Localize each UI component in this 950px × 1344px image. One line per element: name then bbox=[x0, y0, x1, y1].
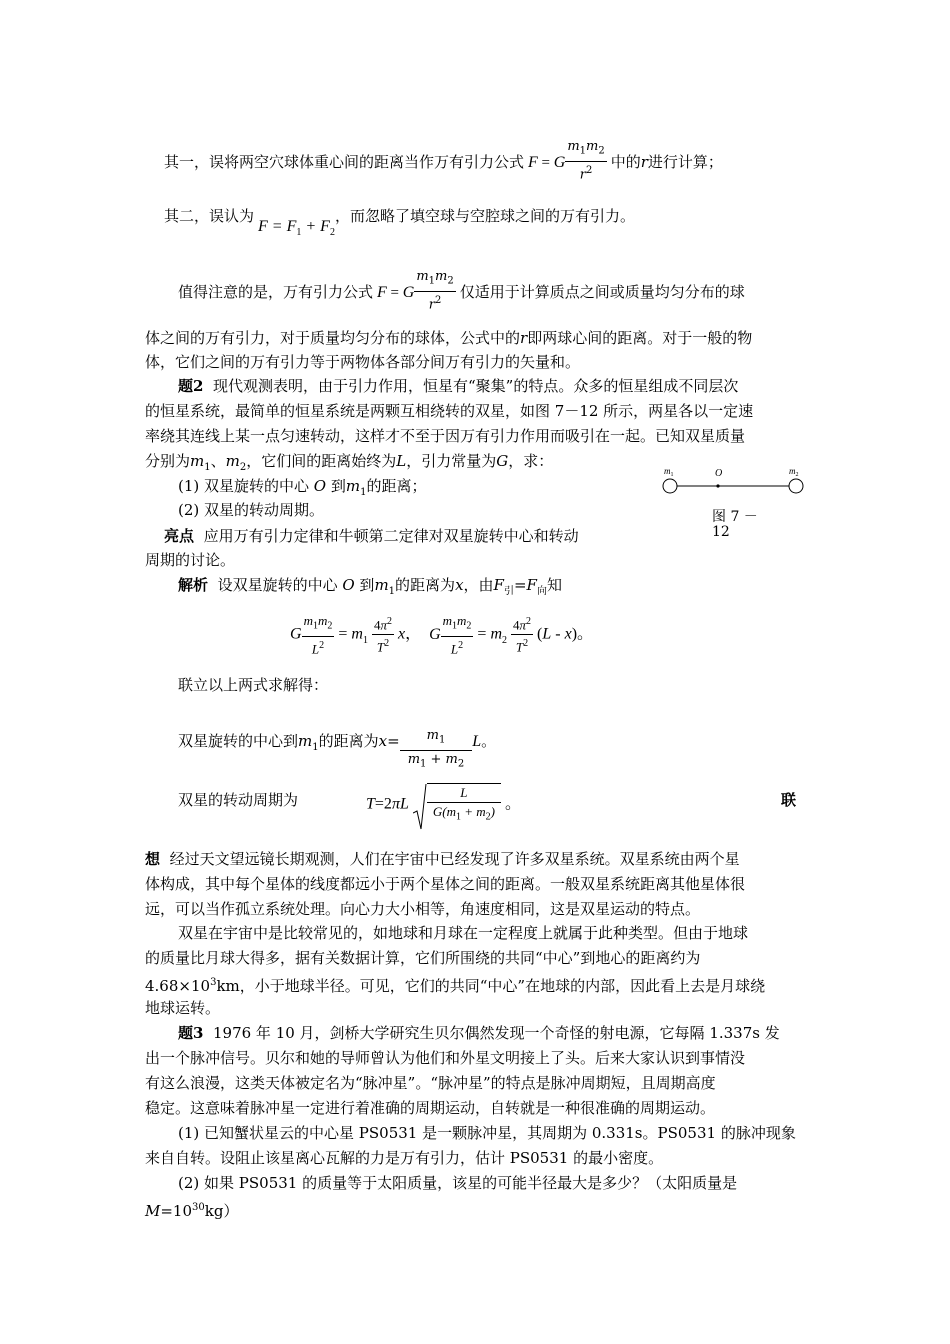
question-3-part-2-line-2 bbox=[145, 1197, 238, 1222]
association-label-a: 联 bbox=[781, 791, 797, 809]
text-span: 到 bbox=[359, 576, 375, 594]
text-span: 双星旋转的中心到 bbox=[178, 732, 299, 751]
text-span: 体之间的万有引力，对于质量均匀分布的球体，公式中的 bbox=[145, 329, 521, 347]
text-span: ，它们间的距离始终为 bbox=[246, 452, 397, 470]
text-span: ，求： bbox=[508, 452, 554, 470]
question-3-line-1 bbox=[178, 1022, 780, 1044]
sqrt-sign bbox=[413, 783, 427, 831]
text-span: 来自自转。设阻止该星离心瓦解的力是万有引力，估计 PS0531 的最小密度。 bbox=[145, 1149, 664, 1167]
text-span: 仅适用于计算质点之间或质量均匀分布的球 bbox=[459, 282, 745, 301]
text-span: (1) 双星旋转的中心 bbox=[178, 477, 310, 495]
paragraph-2-line-1 bbox=[178, 922, 748, 944]
text-span: 地球运转。 bbox=[145, 999, 221, 1017]
text-span: 知 bbox=[546, 576, 562, 594]
label-o: O bbox=[715, 468, 723, 479]
question-2-line-4: 分别为$m_1$、$m_2$，它们间的距离始终为L，引力常量为G，求： bbox=[145, 452, 554, 473]
question-3-part-1-line-2 bbox=[145, 1147, 663, 1169]
question-2-line-3 bbox=[145, 425, 745, 447]
text-span: 其一，误将两空穴球体重心间的距离当作万有引力公式 bbox=[164, 152, 525, 171]
question-3-part-1-line-1 bbox=[178, 1122, 796, 1144]
text-line-5 bbox=[145, 351, 580, 373]
text-span: =10 bbox=[160, 1202, 193, 1220]
solve-line bbox=[178, 674, 328, 696]
star-m2-circle bbox=[789, 479, 803, 493]
binary-star-figure bbox=[660, 464, 810, 544]
question-2-part-1: (1) 双星旋转的中心 O 到$m_1$的距离； bbox=[178, 477, 427, 498]
center-point-o bbox=[716, 484, 719, 487]
highlight-line-1 bbox=[164, 525, 579, 547]
text-span: 的质量比月球大得多，据有关数据计算，它们所围绕的共同“中心”到地心的距离约为 bbox=[145, 949, 701, 967]
text-span: 的距离为 bbox=[395, 576, 456, 594]
question-2-line-1 bbox=[178, 375, 738, 397]
text-span: 即两球心间的距离。对于一般的物 bbox=[527, 329, 753, 347]
text-span: 进行计算； bbox=[647, 152, 723, 171]
text-span: 的恒星系统，最简单的恒星系统是两颗互相绕转的双星，如图 7－12 所示，两星各以一定速 bbox=[145, 402, 754, 420]
paragraph-2-line-3 bbox=[145, 972, 765, 997]
result-2-line bbox=[178, 789, 298, 811]
analysis-label: 解析 bbox=[178, 576, 209, 594]
text-span: 远，可以当作孤立系统处理。向心力大小相等，角速度相同，这是双星运动的特点。 bbox=[145, 900, 701, 918]
text-span: r bbox=[520, 329, 528, 347]
text-span: km，小于地球半径。可见，它们的共同“中心”在地球的内部，因此看上去是月球绕 bbox=[216, 977, 766, 995]
analysis-line-1: 解析 设双星旋转的中心 O 到$m_1$的距离为x，由$F_引=F_向$知 bbox=[178, 576, 562, 597]
text-line-2: 其二，误认为$F = F_1 + F_2$，而忽略了填空球与空腔球之间的万有引力。 bbox=[164, 207, 635, 239]
question-2-part-2 bbox=[178, 499, 324, 521]
association-line-1 bbox=[145, 848, 740, 870]
text-span: (2) 如果 PS0531 的质量等于太阳质量，该星的可能半径最大是多少？（太阳质量是 bbox=[178, 1174, 738, 1192]
question-2-line-2 bbox=[145, 400, 753, 422]
text-span: M bbox=[145, 1202, 161, 1220]
text-span: 周期的讨论。 bbox=[145, 551, 236, 569]
association-line-2 bbox=[145, 873, 745, 895]
text-span: r bbox=[640, 152, 648, 171]
text-span: 双星在宇宙中是比较常见的，如地球和月球在一定程度上就属于此种类型。但由于地球 bbox=[178, 924, 749, 942]
question-3-line-3 bbox=[145, 1072, 716, 1094]
question-label: 题3 bbox=[178, 1024, 204, 1042]
text-span: 稳定。这意味着脉冲星一定进行着准确的周期运动，自转就是一种很准确的周期运动。 bbox=[145, 1099, 716, 1117]
text-span: 其二，误认为 bbox=[164, 207, 255, 225]
period-formula: T=2πL $\frac{L}{G(m_1 + m_2)}$ 。 bbox=[366, 783, 521, 827]
text-span: 双星的转动周期为 bbox=[178, 791, 299, 809]
text-span: 到 bbox=[330, 477, 346, 495]
text-span: 现代观测表明，由于引力作用，恒星有“聚集”的特点。众多的恒星组成不同层次 bbox=[212, 377, 739, 395]
result-1-line: 双星旋转的中心到$m_1$的距离为x= $\frac{m_1}{m_1 + m_2}$ L。 bbox=[178, 719, 496, 765]
text-span: 30 bbox=[192, 1202, 205, 1213]
text-span: 率绕其连线上某一点匀速转动，这样才不至于因万有引力作用而吸引在一起。已知双星质量 bbox=[145, 427, 746, 445]
paragraph-2-line-4 bbox=[145, 997, 220, 1019]
figure-caption-line-2: 12 bbox=[712, 524, 730, 540]
text-span: ，由 bbox=[463, 576, 494, 594]
text-span: (2) 双星的转动周期。 bbox=[178, 501, 325, 519]
text-line-1: 其一，误将两空穴球体重心间的距离当作万有引力公式 F = G $\frac{m_1m_2}{r^2}$ 中的r进行计算； bbox=[164, 139, 723, 182]
text-span: 中的 bbox=[610, 152, 641, 171]
text-span: 4.68×10 bbox=[145, 977, 211, 995]
label-m2: $m_2$ bbox=[789, 466, 799, 478]
text-span: 体构成，其中每个星体的线度都远小于两个星体之间的距离。一般双星系统距离其他星体很 bbox=[145, 875, 746, 893]
question-3-line-2 bbox=[145, 1047, 745, 1069]
highlight-line-2 bbox=[145, 549, 235, 571]
text-span: 体，它们之间的万有引力等于两物体各部分间万有引力的矢量和。 bbox=[145, 353, 581, 371]
text-span: 分别为 bbox=[145, 452, 191, 470]
label-m1: $m_1$ bbox=[664, 466, 674, 478]
text-span: 设双星旋转的中心 bbox=[217, 576, 338, 594]
text-line-4 bbox=[145, 327, 752, 349]
text-span: (1) 已知蟹状星云的中心星 PS0531 是一颗脉冲星，其周期为 0.331s。PS0531 的脉冲现象 bbox=[178, 1124, 796, 1142]
text-line-3: 值得注意的是，万有引力公式 F = G $\frac{m_1m_2}{r^2}$ 仅适用于计算质点之间或质量均匀分布的球 bbox=[178, 269, 745, 312]
text-span: 1976 年 10 月，剑桥大学研究生贝尔偶然发现一个奇怪的射电源，它每隔 1.337s 发 bbox=[212, 1024, 780, 1042]
text-span: 值得注意的是，万有引力公式 bbox=[178, 282, 374, 301]
text-span: 有这么浪漫，这类天体被定名为“脉冲星”。“脉冲星”的特点是脉冲周期短，且周期高度 bbox=[145, 1074, 716, 1092]
equation-pair: G $\frac{m_1m_2}{L^2}$ = $m_1$ $\frac{4\pi^2}{T^2}$ x， G $\frac{m_1m_2}{L^2}$ = $m_2$ $\frac{4\pi^2}{T^2}$ (L - x)。 bbox=[290, 613, 594, 656]
text-span: ，引力常量为 bbox=[406, 452, 497, 470]
text-span: 的距离为 bbox=[318, 732, 379, 751]
figure-caption-line-1: 图 7 － bbox=[712, 509, 758, 525]
association-line-3 bbox=[145, 898, 700, 920]
text-span: 应用万有引力定律和牛顿第二定律对双星旋转中心和转动 bbox=[203, 527, 579, 545]
text-span: ，而忽略了填空球与空腔球之间的万有引力。 bbox=[334, 207, 635, 225]
association-label-b: 想 bbox=[145, 850, 161, 868]
text-span: 3 bbox=[210, 977, 217, 988]
question-label: 题2 bbox=[178, 377, 204, 395]
star-m1-circle bbox=[663, 479, 677, 493]
paragraph-2-line-2 bbox=[145, 947, 700, 969]
text-span: 的距离； bbox=[366, 477, 427, 495]
text-span: 出一个脉冲信号。贝尔和她的导师曾认为他们和外星文明接上了头。后来大家认识到事情没 bbox=[145, 1049, 746, 1067]
text-span: 联立以上两式求解得： bbox=[178, 676, 329, 694]
text-span: kg） bbox=[204, 1202, 239, 1220]
highlight-label: 亮点 bbox=[164, 527, 195, 545]
text-span: 经过天文望远镜长期观测，人们在宇宙中已经发现了许多双星系统。双星系统由两个星 bbox=[169, 850, 740, 868]
question-3-line-4 bbox=[145, 1097, 715, 1119]
question-3-part-2-line-1 bbox=[178, 1172, 737, 1194]
